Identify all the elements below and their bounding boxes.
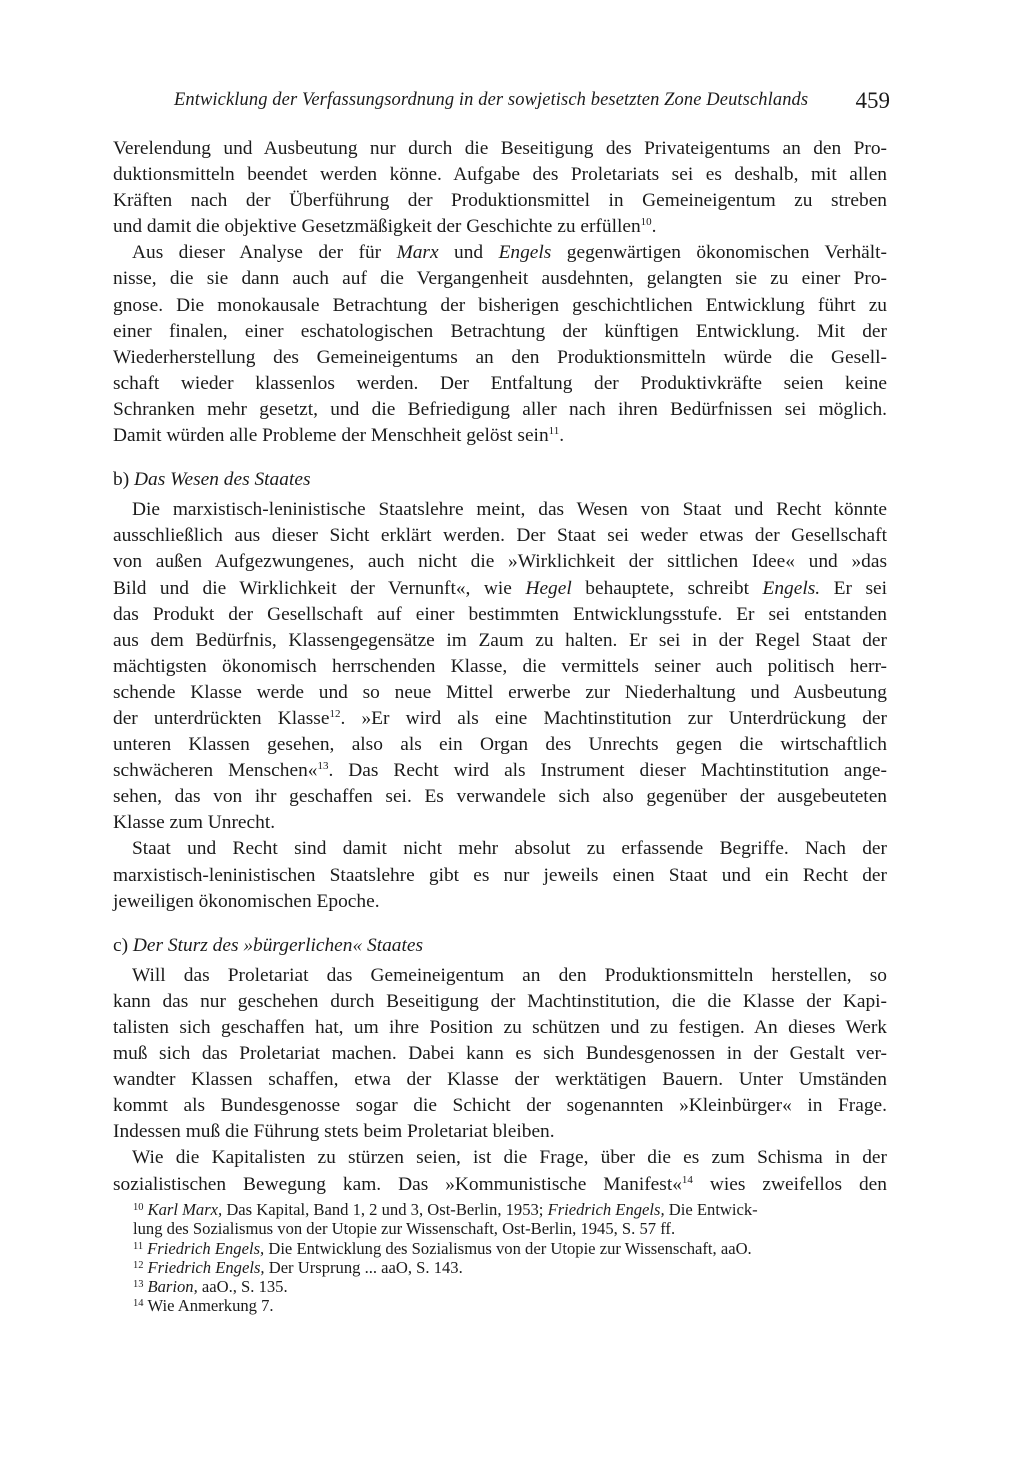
text-span: . [651,216,657,238]
text-line: Die marxistisch-leninistische Staatslehre meint, das Wesen von Staat und Recht könnte [132,499,887,521]
text-line: ausschließlich aus dieser Sicht erklärt werden. Der Staat sei weder etwas der Gesellschaft [113,525,887,547]
footnote-ref: 10 [640,216,652,229]
footnote-ref: 11 [548,425,560,438]
text-span: Aus dieser Analyse der für [132,242,397,264]
footnote [133,1200,889,1219]
text-line: talisten sich geschaffen hat, um ihre Position zu schützen und zu festigen. An dieses Werk [113,1017,887,1038]
text-line [113,214,887,240]
footnote-ref: 14 [681,1173,693,1186]
footnote-text: Wie Anmerkung 7. [147,1296,274,1316]
footnote-author: Barion, [147,1277,198,1297]
text-span: und damit die objektive Gesetzmäßigkeit der Geschichte zu erfüllen [113,216,641,238]
page-header [174,88,890,118]
text-line [113,706,887,732]
text-line: Wie die Kapitalisten zu stürzen seien, ist die Frage, über die es zum Schisma in der [132,1147,887,1169]
text-line: sehen, das von ihr geschaffen sei. Es verwandele sich also gegenüber der ausgebeuteten [113,786,887,808]
text-line: marxistisch-leninistischen Staatslehre gibt es nur jeweils einen Staat und ein Recht der [113,864,887,886]
footnotes [133,1200,889,1316]
text-span: der unterdrückten Klasse [113,707,330,729]
text-line: Will das Proletariat das Gemeineigentum an den Produktionsmitteln herstellen, so [132,964,887,986]
text-span: wies zweifellos den [692,1173,887,1195]
footnote-text: aaO., S. 135. [197,1277,288,1297]
emphasis: Hegel [525,577,572,599]
footnote-number: 10 [133,1202,144,1213]
text-line: schende Klasse werde und so neue Mittel erwerbe zur Niederhaltung und Ausbeutung [113,681,887,703]
paragraph [113,497,887,836]
text-span: schwächeren Menschen« [113,760,318,782]
paragraph [113,963,887,1146]
footnote-text: Die Entwick- [664,1200,758,1219]
text-line: schaft wieder klassenlos werden. Der Entfaltung der Produktivkräfte seien keine [113,372,887,394]
text-line [113,423,887,449]
text-line: kann das nur geschehen durch Beseitigung der Machtinstitution, die die Klasse der Kapi- [113,990,887,1012]
footnote-continuation: lung des Sozialismus von der Utopie zur Wissenschaft, Ost-Berlin, 1945, S. 57 ff. [133,1219,676,1239]
footnote-ref: 12 [329,707,341,720]
text-line: kommt als Bundesgenosse sogar die Schicht der sogenannten »Kleinbürger« in Frage. [113,1095,887,1117]
text-line: aus dem Bedürfnis, Klassengegensätze im Zaum zu halten. Er sei in der Regel Staat der [113,629,887,651]
text-span: . Das Recht wird als Instrument dieser Machtinstitution ange- [328,760,887,782]
footnote-author: Friedrich Engels, [147,1257,265,1277]
main-text [113,136,887,1198]
paragraph [113,836,887,914]
emphasis: Engels. [762,577,821,599]
text-line: unteren Klassen gesehen, also als ein Organ des Unrechts gegen die wirtschaftlich [113,734,887,756]
text-span: Er sei [820,577,887,599]
text-span: sozialistischen Bewegung kam. Das »Kommunistische Manifest« [113,1173,682,1195]
text-line [113,240,887,266]
text-line: wandter Klassen schaffen, etwa der Klasse der werktätigen Bauern. Unter Umständen [113,1069,887,1091]
text-line: das Produkt der Gesellschaft auf einer bestimmten Entwicklungsstufe. Er sei entstanden [113,603,887,625]
text-span: Bild und die Wirklichkeit der Vernunft«, wie [113,577,526,599]
footnote-author: Friedrich Engels, [147,1238,265,1258]
text-line [113,576,887,602]
footnote-number: 11 [133,1240,144,1252]
text-line: einer finalen, einer eschatologischen Betrachtung der künftigen Entwicklung. Mit der [113,320,887,342]
text-line: Klasse zum Unrecht. [113,812,276,834]
text-line: duktionsmitteln beendet werden könne. Aufgabe des Proletariats sei es deshalb, mit allen [113,164,887,186]
footnote-text: Der Ursprung ... aaO, S. 143. [264,1257,463,1277]
text-span: . »Er wird als eine Machtinstitution zur Unterdrückung der [340,707,887,729]
section-heading [113,467,887,493]
text-line: Kräften nach der Überführung der Produktionsmittel in Gemeineigentum zu streben [113,190,887,212]
section-heading [113,933,887,959]
text-line: Staat und Recht sind damit nicht mehr absolut zu erfassende Begriffe. Nach der [132,838,887,860]
text-line: Wiederherstellung des Gemeineigentums an den Produktionsmitteln würde die Gesell- [113,346,887,368]
footnote-text: Das Kapital, Band 1, 2 und 3, Ost-Berlin, 1953; [222,1200,548,1219]
section-marker: b) [113,469,135,491]
footnote [133,1296,889,1315]
footnote-text: Die Entwicklung des Sozialismus von der Utopie zur Wissenschaft, aaO. [264,1238,752,1258]
section-title: Das Wesen des Staates [134,469,311,491]
paragraph [113,136,887,240]
text-line: Verelendung und Ausbeutung nur durch die Beseitigung des Privateigentums an den Pro- [113,138,887,159]
text-span: Damit würden alle Probleme der Menschheit gelöst sein [113,425,549,447]
text-line: mächtigsten ökonomisch herrschenden Klasse, die vermittels seiner auch politisch herr- [113,655,887,677]
footnote [133,1258,889,1277]
footnote-number: 14 [133,1298,144,1310]
footnote-ref: 13 [317,760,329,773]
text-span: behauptete, schreibt [571,577,763,599]
running-head: Entwicklung der Verfassungsordnung in der sowjetisch besetzten Zone Deutschlands [174,90,809,110]
emphasis: Engels [498,242,552,264]
text-line: von außen Aufgezwungenes, auch nicht die »Wirklichkeit der sittlichen Idee« und »das [113,551,887,573]
text-span: . [559,425,565,447]
section-title: Der Sturz des »bürgerlichen« Staates [132,934,424,956]
footnote [133,1239,889,1258]
text-span: gegenwärtigen ökonomischen Verhält- [551,242,887,264]
paragraph [113,240,887,449]
footnote-author: Karl Marx, [147,1200,223,1219]
text-line [113,1172,887,1198]
text-line [113,758,887,784]
text-line: jeweiligen ökonomischen Epoche. [113,890,380,912]
footnote-number: 12 [133,1259,144,1271]
text-line: nisse, die sie dann auch auf die Vergangenheit ausdehnten, gelangten sie zu einer Pro- [113,268,887,290]
paragraph [113,1145,887,1197]
footnote-author: Friedrich Engels, [547,1200,665,1219]
text-line: muß sich das Proletariat machen. Dabei kann es sich Bundesgenossen in der Gestalt ver- [113,1043,887,1065]
spacer [113,449,887,467]
footnote [133,1277,889,1296]
footnote-number: 13 [133,1279,144,1291]
section-marker: c) [113,934,133,956]
emphasis: Marx [396,242,439,264]
text-line: Schranken mehr gesetzt, und die Befriedigung aller nach ihren Bedürfnissen sei möglich. [113,398,887,420]
text-span: und [438,242,499,264]
text-line: Indessen muß die Führung stets beim Proletariat bleiben. [113,1121,555,1143]
page-number: 459 [855,88,890,113]
text-line: gnose. Die monokausale Betrachtung der bisherigen geschichtlichen Entwicklung führt zu [113,294,887,316]
spacer [113,915,887,933]
